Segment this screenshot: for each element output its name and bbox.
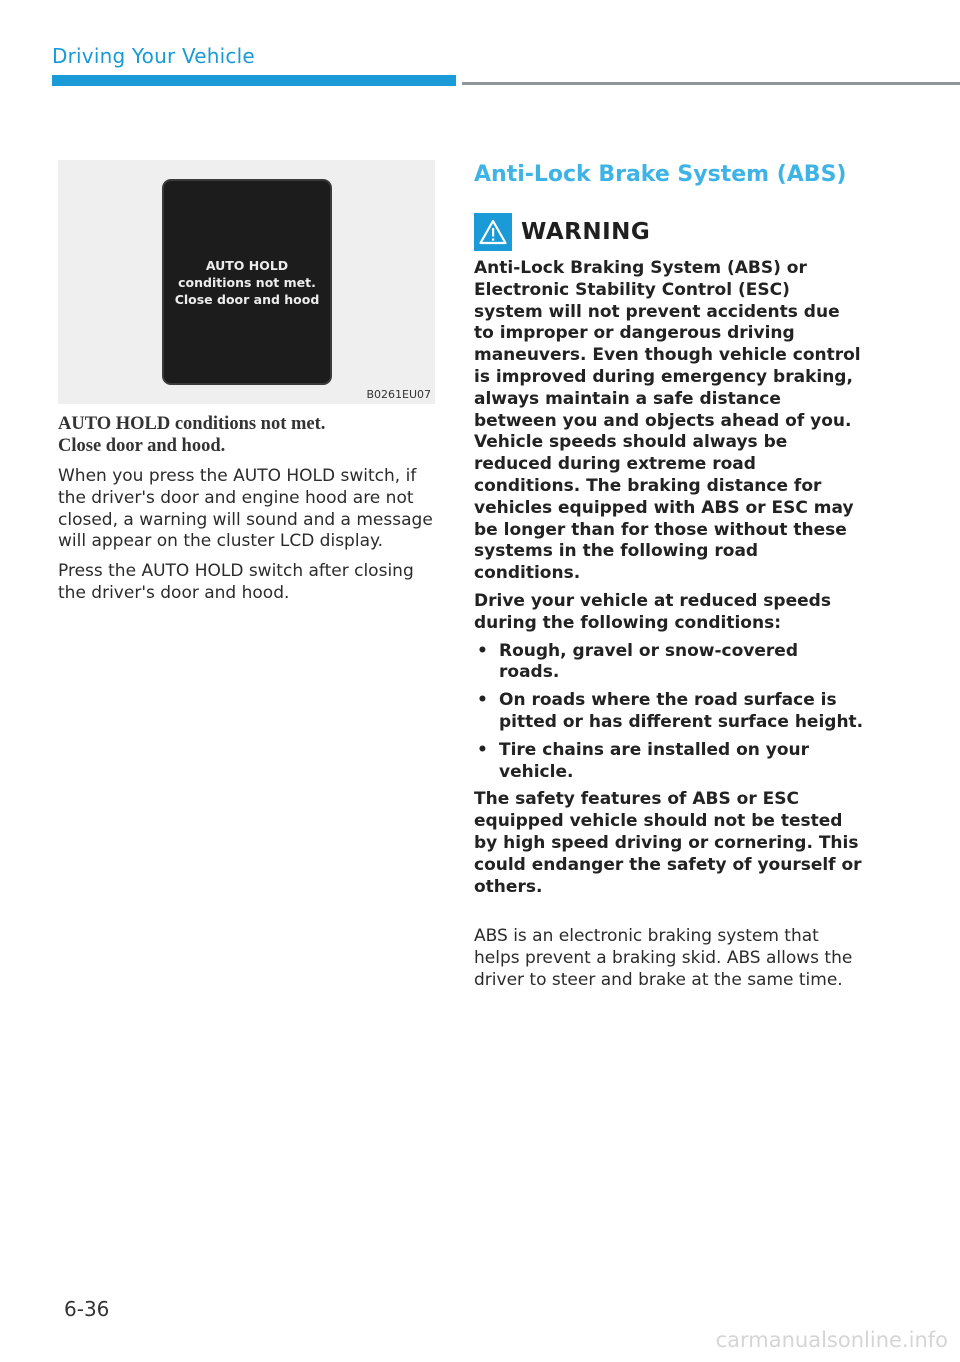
cluster-figure: [58, 160, 435, 404]
lcd-line-3: Close door and hood: [174, 292, 320, 307]
warning-label: WARNING: [521, 219, 651, 245]
right-column: [474, 160, 864, 992]
abs-description: ABS is an electronic braking system that helps prevent a braking skid. ABS allows the driver to steer and brake at the same time.: [474, 926, 853, 990]
message-heading-line-2: Close door and hood.: [58, 436, 226, 456]
cluster-lcd-display: [164, 181, 330, 383]
warning-paragraph-2: Drive your vehicle at reduced speeds during the following conditions:: [474, 590, 831, 633]
message-heading-line-1: AUTO HOLD conditions not met.: [58, 414, 326, 434]
abs-section-title: Anti-Lock Brake System (ABS): [474, 162, 847, 187]
left-column: [58, 413, 438, 613]
lcd-line-2: conditions not met.: [178, 275, 316, 290]
warning-paragraph-1: Anti-Lock Braking System (ABS) or Electronic Stability Control (ESC) system will not prevent accidents due to improper or dangerous driving maneuvers. Even though vehicle control is improved during emergency braking, always maintain a safe distance between you and objects ahead of you. Vehicle speeds should always be reduced during extreme road conditions. The braking distance for vehicles equipped with ABS or ESC may be longer than for those without these systems in the following road conditions.: [474, 258, 861, 584]
body-paragraph-1: When you press the AUTO HOLD switch, if the driver's door and engine hood are not closed, a warning will sound and a message will appear on the cluster LCD display.: [58, 466, 433, 552]
page-number: 6-36: [64, 1297, 110, 1321]
warning-conditions-list: [474, 641, 864, 784]
lcd-message: [164, 257, 330, 308]
message-heading: [58, 413, 438, 457]
list-item-text: On roads where the road surface is pitted or has different surface height.: [499, 690, 864, 732]
header-rule-blue: [52, 75, 456, 86]
list-item-text: Rough, gravel or snow-covered roads.: [499, 640, 798, 683]
watermark: carmanualsonline.info: [715, 1328, 948, 1352]
body-paragraph-2: Press the AUTO HOLD switch after closing the driver's door and hood.: [58, 561, 414, 603]
list-item: • On roads where the road surface is pitted or has different surface height.: [477, 690, 864, 732]
lcd-line-1: AUTO HOLD: [205, 258, 289, 273]
list-item-text: Tire chains are installed on your vehicle.: [499, 739, 810, 782]
warning-header: [474, 212, 864, 252]
figure-code: B0261EU07: [366, 388, 431, 401]
section-title: Driving Your Vehicle: [52, 44, 255, 68]
header-rule-gray: [462, 82, 960, 85]
list-item: • Rough, gravel or snow-covered roads.: [477, 640, 798, 683]
list-item: • Tire chains are installed on your vehicle.: [477, 739, 810, 782]
warning-triangle-icon: [474, 213, 512, 251]
warning-paragraph-3: The safety features of ABS or ESC equipped vehicle should not be tested by high speed driving or cornering. This could endanger the safety of yourself or others.: [474, 789, 862, 897]
